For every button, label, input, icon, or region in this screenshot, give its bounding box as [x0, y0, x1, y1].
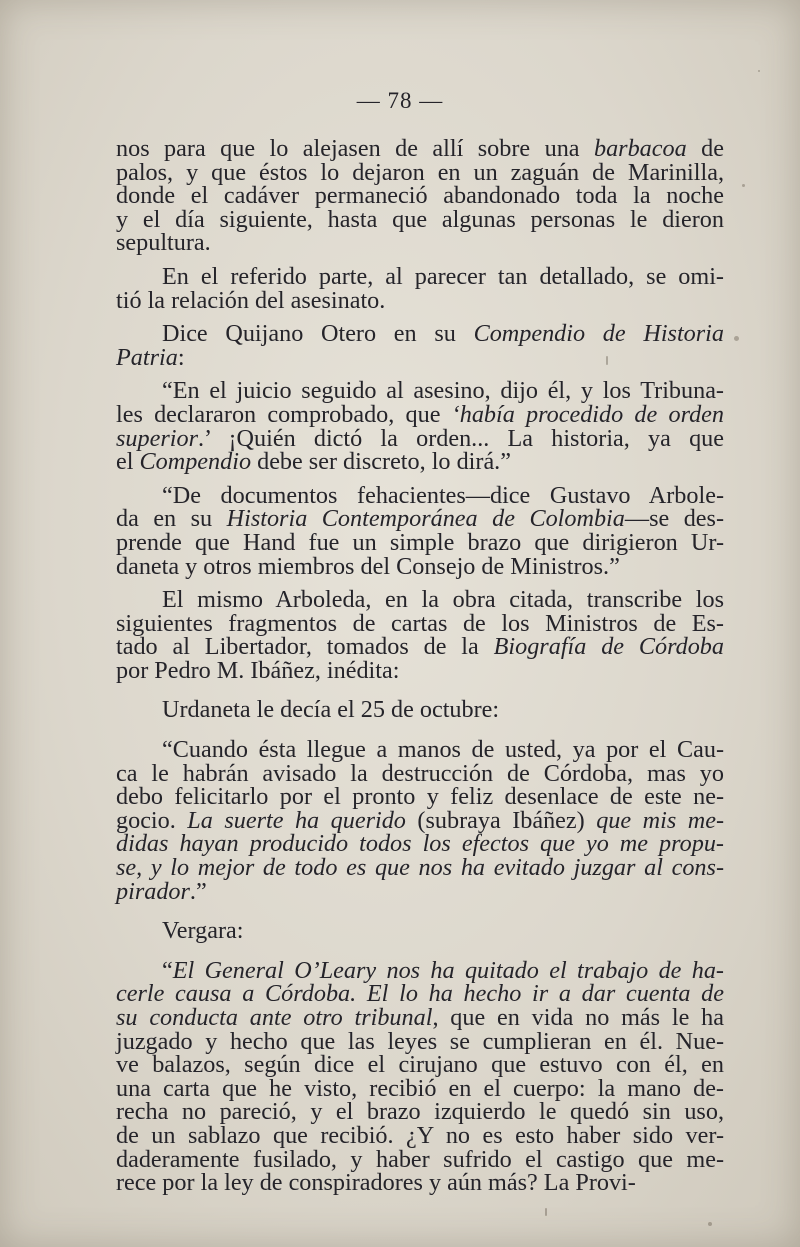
italic-text: Compendio de Historia [473, 320, 724, 348]
text-line [116, 1053, 724, 1077]
text-run: palos, y que éstos lo dejaron en un zaguán de Marinilla, [116, 158, 724, 186]
text-run: sepultura. [116, 229, 211, 257]
text-line [116, 507, 724, 531]
text-line [116, 1145, 724, 1173]
text-run: daneta y otros miembros del Consejo de Ministros.” [116, 552, 620, 580]
text-line [116, 286, 724, 314]
paragraph [116, 137, 724, 255]
text-run: ve balazos, según dice el cirujano que estuvo con él, en [116, 1051, 724, 1079]
paragraph [116, 956, 724, 1197]
text-line [116, 1100, 724, 1124]
text-line [116, 806, 724, 834]
text-run: “Cuando ésta llegue a manos de usted, ya por el Cau- [162, 736, 724, 764]
text-line [116, 424, 724, 452]
text-run: donde el cadáver permaneció abandonado toda la noche [116, 182, 724, 210]
text-run: tado al Libertador, tomados de la [116, 633, 494, 661]
text-run: de [686, 135, 724, 162]
body-text [116, 137, 724, 1205]
italic-text: Patria [116, 343, 178, 371]
paragraph [116, 738, 724, 903]
ink-speck [708, 1222, 712, 1226]
text-run: En el referido parte, al parecer tan detallado, se omi- [162, 262, 724, 290]
text-line [116, 759, 724, 787]
text-line [116, 738, 724, 762]
text-line [116, 785, 724, 809]
text-run: de un sablazo que recibió. ¿Y no es esto haber sido ver- [116, 1121, 724, 1149]
text-line [116, 552, 724, 580]
italic-text: Historia Contemporánea de Colombia [226, 505, 625, 533]
paragraph [116, 377, 725, 476]
text-run: Urdaneta le decía el 25 de octubre: [162, 696, 500, 724]
ink-speck [734, 336, 739, 341]
text-run: —se des- [624, 505, 724, 533]
paragraph [116, 481, 724, 580]
paragraph [116, 262, 724, 314]
text-run: “De documentos fehacientes—dice Gustavo Arbole- [162, 481, 724, 509]
text-run: .” [189, 877, 207, 905]
text-line [116, 1006, 724, 1030]
italic-text: superior [116, 424, 198, 452]
paragraph [116, 698, 724, 722]
text-line [116, 1027, 724, 1055]
text-line [116, 450, 724, 474]
text-line [116, 588, 724, 612]
italic-text: Compendio [139, 448, 252, 476]
text-line [116, 481, 724, 509]
text-run: Dice Quijano Otero en su [162, 320, 474, 348]
text-line [116, 400, 725, 428]
text-run: una carta que he visto, recibió en el cuerpo: la mano de- [116, 1074, 724, 1102]
text-run: da en su [116, 505, 227, 533]
italic-text: didas hayan producido todos los efectos que yo me propu- [116, 830, 724, 858]
text-run: El mismo Arboleda, en la obra citada, transcribe los [162, 586, 724, 614]
text-line [116, 832, 724, 856]
text-line [116, 205, 724, 233]
text-run: les declararon comprobado, que [116, 400, 452, 428]
text-line [116, 635, 724, 659]
text-run: “En el juicio seguido al asesino, dijo él, y los Tribuna- [162, 377, 724, 405]
text-run: siguientes fragmentos de cartas de los Ministros de Es- [116, 609, 724, 637]
text-line [116, 877, 724, 905]
text-line [116, 184, 724, 208]
italic-text: ‘había procedido de orden [451, 400, 725, 428]
text-line [116, 343, 724, 371]
italic-text: cerle causa a Córdoba. El lo ha hecho ir a dar cuenta de [116, 980, 724, 1008]
text-line [116, 137, 724, 161]
text-line [116, 698, 724, 722]
text-line [116, 379, 724, 403]
text-run: .’ ¡Quién dictó la orden... La historia, ya que [197, 424, 724, 452]
italic-text: La suerte ha querido [187, 806, 406, 834]
text-run: prende que Hand fue un simple brazo que dirigieron Ur- [116, 528, 724, 556]
italic-text: que mis me- [596, 806, 724, 834]
text-line [116, 322, 724, 346]
text-line [116, 982, 724, 1006]
text-line [116, 609, 724, 637]
italic-text: barbacoa [593, 135, 687, 162]
ink-speck [606, 356, 608, 365]
paragraph [116, 588, 724, 682]
text-run: el [116, 448, 140, 476]
text-run: ca le habrán avisado la destrucción de Córdoba, mas yo [116, 759, 724, 787]
italic-text: su conducta ante otro tribunal [116, 1004, 433, 1031]
italic-text: se, y lo mejor de todo es que nos ha evitado juzgar al cons- [116, 854, 724, 882]
paragraph [116, 919, 724, 943]
text-line [116, 656, 724, 684]
text-line [116, 262, 724, 290]
text-run: , que en vida no más le ha [432, 1004, 724, 1031]
page-number: — 78 — [356, 88, 444, 113]
ink-speck [545, 1208, 547, 1216]
text-run: debo felicitarlo por el pronto y feliz desenlace de este ne- [116, 783, 724, 811]
text-line [116, 1121, 724, 1149]
text-run: “ [162, 956, 173, 984]
text-run: tió la relación del asesinato. [116, 286, 386, 314]
text-run: por Pedro M. Ibáñez, inédita: [116, 656, 400, 684]
text-line [116, 856, 724, 880]
ink-speck [758, 70, 760, 72]
text-run: (subraya Ibáñez) [405, 806, 597, 834]
text-run: rece por la ley de conspiradores y aún más? La Provi- [116, 1169, 636, 1197]
text-run: gocio. [116, 806, 188, 834]
text-run: y el día siguiente, hasta que algunas personas le dieron [116, 205, 724, 233]
text-run: : [177, 343, 185, 371]
text-run: debe ser discreto, lo dirá.” [251, 448, 511, 476]
italic-text: pirador [116, 877, 190, 905]
text-line [116, 528, 724, 556]
text-run: Vergara: [162, 917, 244, 945]
text-line [116, 956, 724, 984]
paragraph [116, 322, 724, 369]
italic-text: El General O’Leary nos ha quitado el trabajo de ha- [172, 956, 724, 984]
text-run: juzgado y hecho que las leyes se cumplieran en él. Nue- [116, 1027, 724, 1055]
text-run: recha no pareció, y el brazo izquierdo le quedó sin uso, [116, 1098, 724, 1126]
text-run: nos para que lo alejasen de allí sobre una [116, 135, 594, 162]
text-line [116, 158, 724, 186]
italic-text: Biografía de Córdoba [493, 633, 724, 661]
text-line [116, 1074, 724, 1102]
ink-speck [742, 184, 745, 187]
text-run: daderamente fusilado, y haber sufrido el castigo que me- [116, 1145, 724, 1173]
text-line [116, 919, 724, 943]
text-line [116, 1171, 724, 1195]
text-line [116, 231, 724, 255]
